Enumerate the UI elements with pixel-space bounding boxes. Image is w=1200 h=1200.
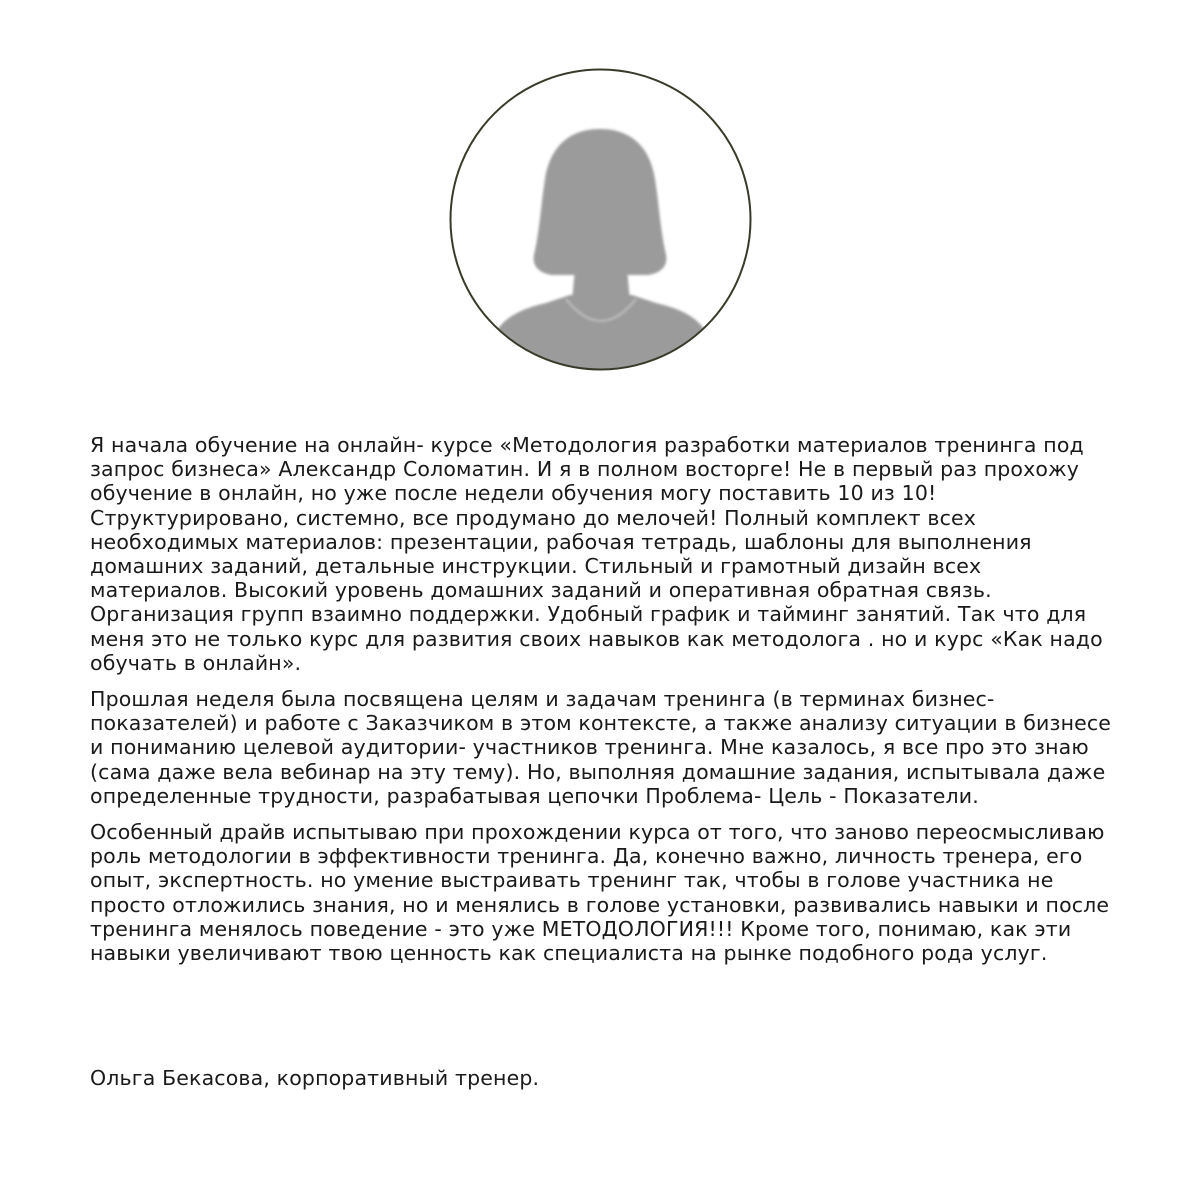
review-text xyxy=(90,433,1120,977)
avatar xyxy=(448,67,753,372)
review-paragraph: Особенный драйв испытываю при прохождении курса от того, что заново переосмысливаю роль методологии в эффективности тренинга. Да, конечно важно, личность тренера, его опыт, экспертность. но умение выстраивать тренинг так, чтобы в голове участника не просто отложились знания, но и менялись в голове установки, развивались навыки и после тренинга менялось поведение - это уже МЕТОДОЛОГИЯ!!! Кроме того, понимаю, как эти навыки увеличивают твою ценность как специалиста на рынке подобного рода услуг. xyxy=(90,820,1110,966)
review-paragraph: Я начала обучение на онлайн- курсе «Методология разработки материалов тренинга под запрос бизнеса» Александр Соломатин. И я в полном восторге! Не в первый раз прохожу обучение в онлайн, но уже после недели обучения могу поставить 10 из 10! Структурировано, системно, все продумано до мелочей! Полный комплект всех необходимых материалов: презентации, рабочая тетрадь, шаблоны для выполнения домашних заданий, детальные инструкции. Стильный и грамотный дизайн всех материалов. Высокий уровень домашних заданий и оперативная обратная связь. Организация групп взаимно поддержки. Удобный график и тайминг занятий. Так что для меня это не только курс для развития своих навыков как методолога . но и курс «Как надо обучать в онлайн». xyxy=(90,433,1103,675)
review-paragraph: Прошлая неделя была посвящена целям и задачам тренинга (в терминах бизнес-показателей) и работе с Заказчиком в этом контексте, а также анализу ситуации в бизнесе и пониманию целевой аудитории- участников тренинга. Мне казалось, я все про это знаю (сама даже вела вебинар на эту тему). Но, выполняя домашние задания, испытывала даже определенные трудности, разрабатывая цепочки Проблема- Цель - Показатели. xyxy=(90,687,1112,808)
person-silhouette-icon xyxy=(448,67,753,372)
review-signature: Ольга Бекасова, корпоративный тренер. xyxy=(90,1066,540,1090)
